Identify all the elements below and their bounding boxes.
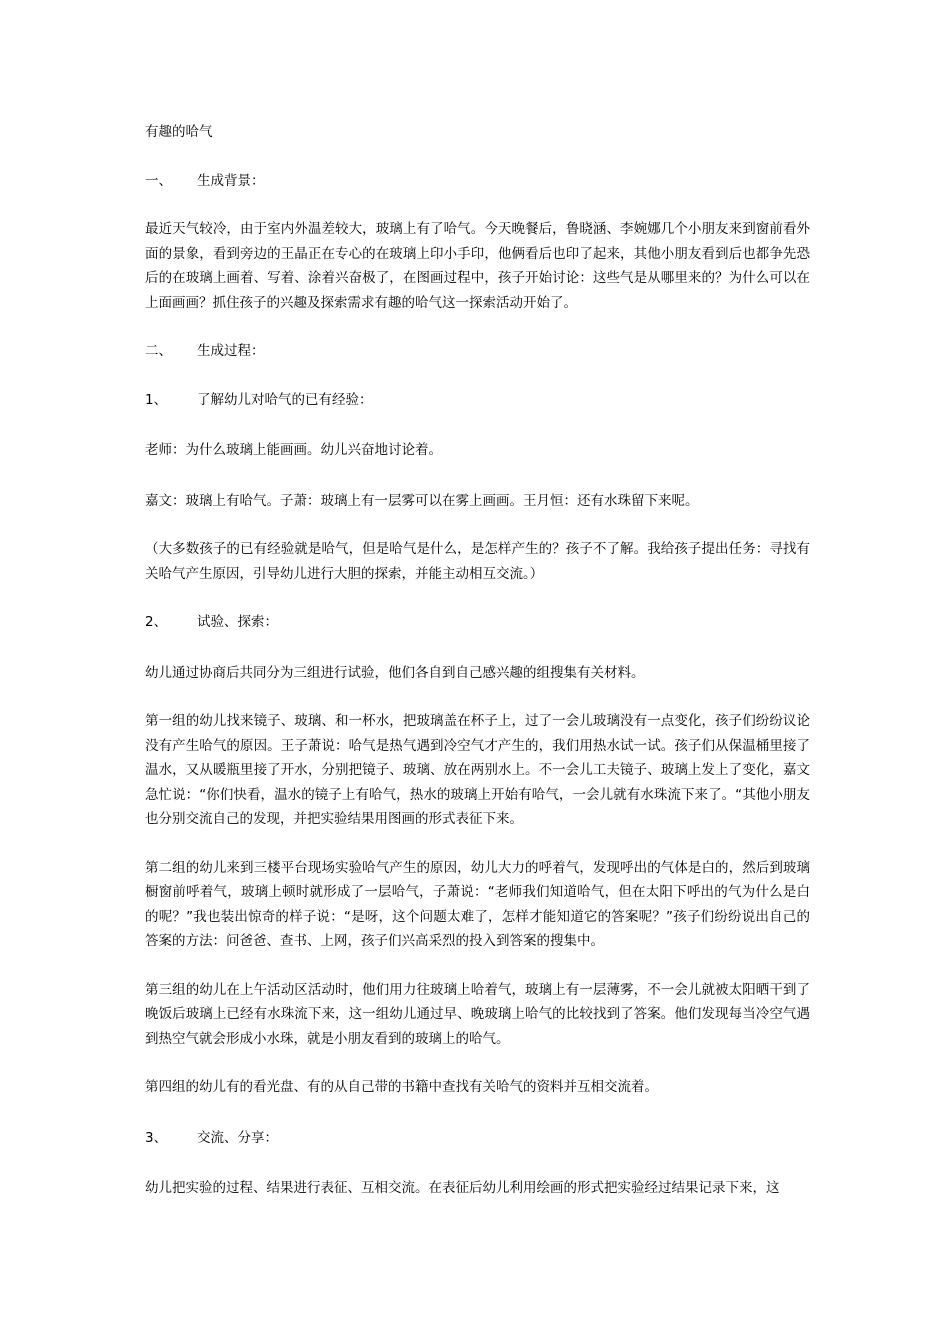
- section-heading-process: [145, 339, 810, 364]
- paragraph-teacher-question: 老师：为什么玻璃上能画画。幼儿兴奋地讨论着。: [145, 442, 442, 458]
- paragraph-group-4: 第四组的幼儿有的看光盘、有的从自己带的书籍中查找有关哈气的资料并互相交流着。: [145, 1079, 658, 1095]
- section-number: 二、: [145, 343, 172, 359]
- paragraph-experiment-intro: 幼儿通过协商后共同分为三组进行试验，他们各自到自己感兴趣的组搜集有关材料。: [145, 664, 645, 681]
- paragraph-group-2: 第二组的幼儿来到三楼平台现场实验哈气产生的原因，幼儿大力的呼着气，发现呼出的气体是白的，然后到玻璃橱窗前呼着气，玻璃上顿时就形成了一层哈气，子萧说：“老师我们知道哈气，但在太阳下呼出的气为什么是白的呢？”我也装出惊奇的样子说：“是呀，这个问题太难了，怎样才能知道它的答案呢？”孩子们纷纷说出自己的答案的方法：问爸爸、查书、上网，孩子们兴高采烈的投入到答案的搜集中。: [145, 859, 810, 949]
- step-heading-2: [145, 610, 810, 635]
- paragraph-children-answers: 嘉文：玻璃上有哈气。子萧：玻璃上有一层雾可以在雾上画画。王月恒：还有水珠留下来呢。: [145, 492, 699, 509]
- step-heading-1: [145, 388, 810, 413]
- step-heading-text: 了解幼儿对哈气的已有经验：: [197, 391, 373, 408]
- step-heading-text: 试验、探索：: [197, 614, 278, 630]
- step-number: 1、: [145, 391, 168, 408]
- step-number: 2、: [145, 614, 168, 630]
- paragraph-sharing: 幼儿把实验的过程、结果进行表征、互相交流。在表征后幼儿利用绘画的形式把实验经过结果记录下来，这: [145, 1180, 780, 1196]
- document-title: 有趣的哈气: [145, 124, 213, 140]
- step-number: 3、: [145, 1129, 168, 1146]
- section-heading-background: [145, 169, 810, 194]
- paragraph-group-3: 第三组的幼儿在上午活动区活动时，他们用力往玻璃上哈着气，玻璃上有一层薄雾，不一会儿就被太阳晒干到了晚饭后玻璃上已经有水珠流下来，这一组幼儿通过早、晚玻璃上哈气的比较找到了答案。他们发现每当冷空气遇到热空气就会形成小水珠，就是小朋友看到的玻璃上的哈气。: [145, 981, 810, 1047]
- step-heading-3: [145, 1126, 810, 1151]
- paragraph-teacher-note: （大多数孩子的已有经验就是哈气，但是哈气是什么，是怎样产生的？孩子不了解。我给孩子提出任务：寻找有关哈气产生原因，引导幼儿进行大胆的探索，并能主动相互交流。）: [145, 541, 810, 582]
- paragraph-background: 最近天气较冷，由于室内外温差较大，玻璃上有了哈气。今天晚餐后，鲁晓涵、李婉娜几个小朋友来到窗前看外面的景象，看到旁边的王晶正在专心的在玻璃上印小手印，他俩看后也印了起来，其他小朋友看到后也都争先恐后的在玻璃上画着、写着、涂着兴奋极了，在图画过程中，孩子开始讨论：这些气是从哪里来的？为什么可以在上面画画？抓住孩子的兴趣及探索需求有趣的哈气这一探索活动开始了。: [145, 221, 810, 311]
- section-heading-text: 生成过程：: [197, 343, 265, 359]
- document-page: [145, 120, 810, 1201]
- section-heading-text: 生成背景：: [197, 172, 265, 189]
- step-heading-text: 交流、分享：: [197, 1129, 278, 1146]
- paragraph-group-1: 第一组的幼儿找来镜子、玻璃、和一杯水，把玻璃盖在杯子上，过了一会儿玻璃没有一点变化，孩子们纷纷议论没有产生哈气的原因。王子萧说：哈气是热气遇到冷空气才产生的，我们用热水试一试。孩子们从保温桶里接了温水，又从暖瓶里接了开水，分别把镜子、玻璃、放在两别水上。不一会儿工夫镜子、玻璃上发上了变化，嘉文急忙说：“你们快看，温水的镜子上有哈气，热水的玻璃上开始有哈气，一会儿就有水珠流下来了。“其他小朋友也分别交流自己的发现，并把实验结果用图画的形式表征下来。: [145, 713, 810, 827]
- section-number: 一、: [145, 172, 172, 189]
